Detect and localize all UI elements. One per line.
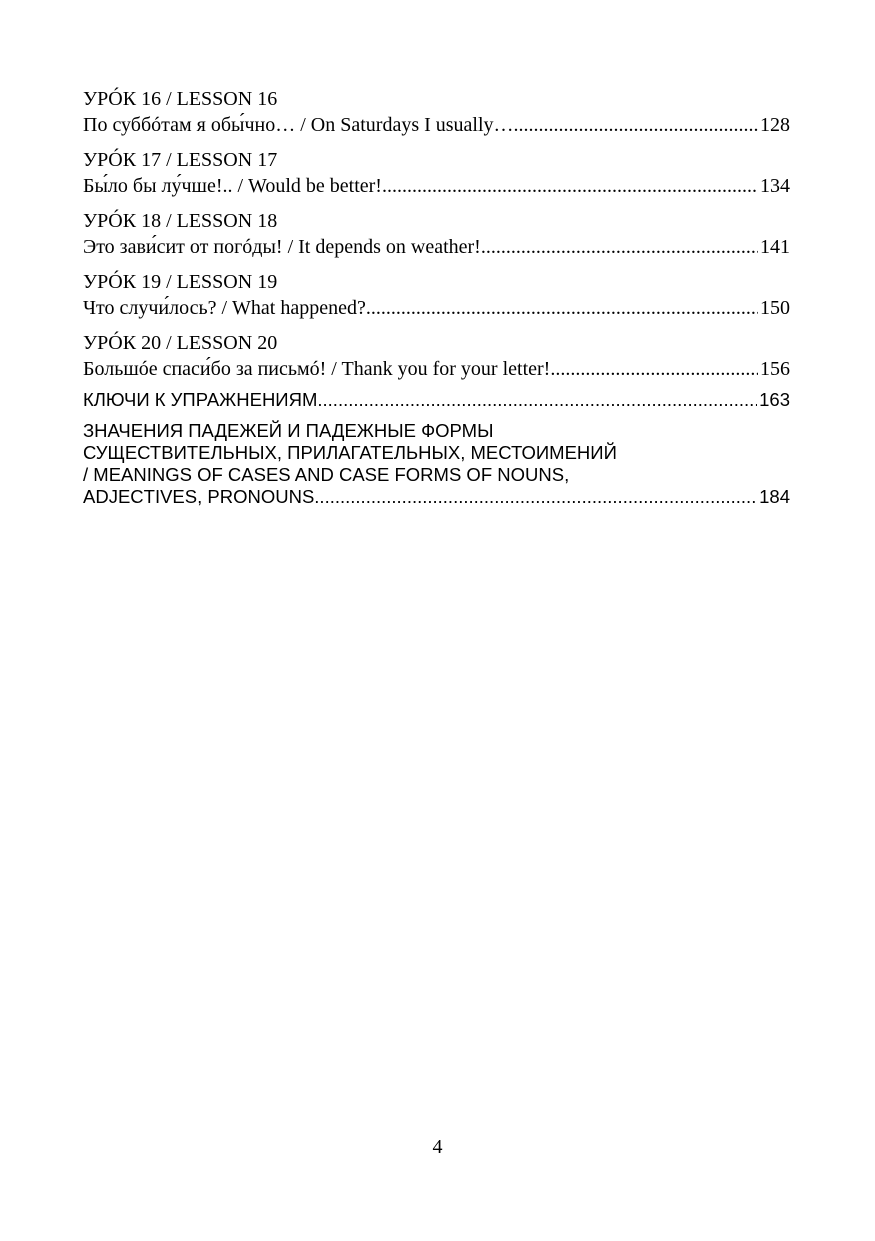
- toc-lesson-18: [83, 208, 790, 260]
- table-of-contents: [83, 86, 790, 508]
- toc-entry: [83, 173, 790, 199]
- entry-title-line: ЗНАЧЕНИЯ ПАДЕЖЕЙ И ПАДЕЖНЫЕ ФОРМЫ: [83, 420, 494, 441]
- entry-title: Бы́ло бы лу́чше!.. / Would be better!..: [83, 175, 392, 197]
- toc-entry: [83, 112, 790, 138]
- leader-dots: [481, 234, 758, 260]
- leader-dots: [550, 356, 758, 382]
- toc-lesson-19: [83, 269, 790, 321]
- lesson-heading: УРÓК 19 / LESSON 19: [83, 271, 278, 293]
- leader-dots: [366, 295, 758, 321]
- page-number: 4: [432, 1136, 443, 1158]
- toc-entry: [83, 356, 790, 382]
- toc-lesson-17: [83, 147, 790, 199]
- lesson-heading: УРÓК 17 / LESSON 17: [83, 149, 278, 171]
- entry-page-number: 150: [760, 297, 790, 319]
- entry-title: КЛЮЧИ К УПРАЖНЕНИЯМ: [83, 389, 318, 410]
- toc-entry: [83, 295, 790, 321]
- leader-dots: [317, 388, 757, 412]
- lesson-heading: УРÓК 20 / LESSON 20: [83, 332, 278, 354]
- toc-entry-keys: [83, 388, 790, 412]
- entry-title: Большóе спаси́бо за письмó! / Thank you for your letter!: [83, 358, 551, 380]
- entry-page-number: 128: [760, 114, 790, 136]
- toc-entry-cases: [83, 420, 790, 508]
- toc-lesson-16: [83, 86, 790, 138]
- entry-page-number: 141: [760, 236, 790, 258]
- entry-title: Что случи́лось? / What happened?: [83, 297, 366, 319]
- leader-dots: [314, 486, 757, 508]
- entry-title: По суббóтам я обы́чно… / On Saturdays I usually…: [83, 114, 514, 136]
- lesson-heading: УРÓК 16 / LESSON 16: [83, 88, 278, 110]
- leader-dots: [392, 173, 758, 199]
- entry-title-line: / MEANINGS OF CASES AND CASE FORMS OF NOUNS,: [83, 464, 570, 485]
- entry-page-number: 184: [759, 486, 790, 507]
- entry-page-number: 163: [759, 389, 790, 410]
- toc-entry: [83, 486, 790, 508]
- leader-dots: [514, 112, 758, 138]
- entry-title: Это зави́сит от погóды! / It depends on weather!: [83, 236, 481, 258]
- toc-entry: [83, 234, 790, 260]
- entry-page-number: 134: [760, 175, 790, 197]
- toc-lesson-20: [83, 330, 790, 382]
- entry-title-line: СУЩЕСТВИТЕЛЬНЫХ, ПРИЛАГАТЕЛЬНЫХ, МЕСТОИМЕНИЙ: [83, 442, 617, 463]
- entry-page-number: 156: [760, 358, 790, 380]
- lesson-heading: УРÓК 18 / LESSON 18: [83, 210, 278, 232]
- entry-title-line: ADJECTIVES, PRONOUNS: [83, 486, 315, 507]
